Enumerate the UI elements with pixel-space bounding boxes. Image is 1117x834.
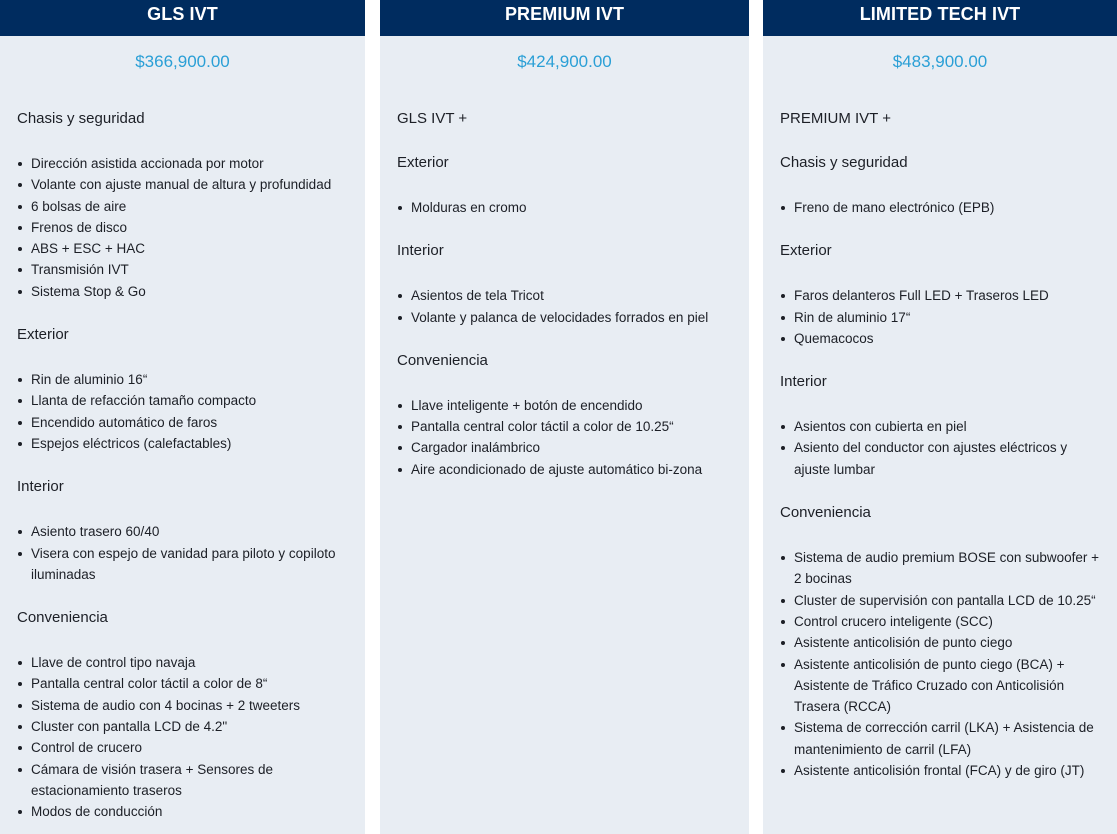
list-item: Sistema de corrección carril (LKA) + Asistencia de mantenimiento de carril (LFA) xyxy=(780,717,1100,760)
trim-header xyxy=(763,0,1117,36)
list-item: Cluster de supervisión con pantalla LCD de 10.25“ xyxy=(780,590,1100,611)
section-title: Interior xyxy=(780,373,827,391)
section-title: Exterior xyxy=(780,242,832,260)
trim-price: $483,900.00 xyxy=(892,52,988,71)
list-item: Modos de conducción xyxy=(17,801,348,822)
feature-bullet-list xyxy=(780,416,1100,480)
list-item: Asiento del conductor con ajustes eléctricos y ajuste lumbar xyxy=(780,437,1100,480)
list-item: Transmisión IVT xyxy=(17,259,348,280)
list-item: Frenos de disco xyxy=(17,217,348,238)
list-item: Pantalla central color táctil a color de 8“ xyxy=(17,673,348,694)
base-trim-label: GLS IVT + xyxy=(397,110,468,127)
feature-bullet-list xyxy=(780,547,1100,781)
section-title: Exterior xyxy=(17,326,69,344)
trim-column-gls-ivt xyxy=(0,0,365,834)
list-item: Cámara de visión trasera + Sensores de estacionamiento traseros xyxy=(17,759,348,802)
list-item: Sistema de audio premium BOSE con subwoofer + 2 bocinas xyxy=(780,547,1100,590)
feature-bullet-list xyxy=(17,369,348,454)
list-item: Llave de control tipo navaja xyxy=(17,652,348,673)
list-item: Asiento trasero 60/40 xyxy=(17,521,348,542)
feature-bullet-list xyxy=(17,153,348,302)
section-title: Chasis y seguridad xyxy=(17,110,145,127)
feature-list xyxy=(763,109,1117,781)
list-item: Sistema de audio con 4 bocinas + 2 tweeters xyxy=(17,695,348,716)
list-item: Rin de aluminio 16“ xyxy=(17,369,348,390)
list-item: Volante y palanca de velocidades forrados en piel xyxy=(397,307,732,328)
trim-column-limited-tech-ivt xyxy=(763,0,1117,834)
list-item: Llave inteligente + botón de encendido xyxy=(397,395,732,416)
trim-name: LIMITED TECH IVT xyxy=(859,3,1021,24)
list-item: Volante con ajuste manual de altura y profundidad xyxy=(17,174,348,195)
trim-name: GLS IVT xyxy=(147,3,218,24)
base-trim-label: PREMIUM IVT + xyxy=(780,110,891,127)
section-title: Conveniencia xyxy=(780,504,871,522)
list-item: Asistente anticolisión frontal (FCA) y de giro (JT) xyxy=(780,760,1100,781)
list-item: ABS + ESC + HAC xyxy=(17,238,348,259)
section-title: Exterior xyxy=(397,154,449,171)
list-item: Sistema Stop & Go xyxy=(17,281,348,302)
list-item: 6 bolsas de aire xyxy=(17,196,348,217)
list-item: Llanta de refacción tamaño compacto xyxy=(17,390,348,411)
feature-list xyxy=(380,109,749,480)
list-item: Faros delanteros Full LED + Traseros LED xyxy=(780,285,1100,306)
feature-bullet-list xyxy=(17,652,348,822)
list-item: Cargador inalámbrico xyxy=(397,437,732,458)
list-item: Asientos con cubierta en piel xyxy=(780,416,1100,437)
list-item: Aire acondicionado de ajuste automático bi-zona xyxy=(397,459,732,480)
list-item: Rin de aluminio 17“ xyxy=(780,307,1100,328)
section-title: Chasis y seguridad xyxy=(780,154,908,171)
list-item: Cluster con pantalla LCD de 4.2" xyxy=(17,716,348,737)
section-title: Conveniencia xyxy=(397,351,488,369)
list-item: Asientos de tela Tricot xyxy=(397,285,732,306)
list-item: Visera con espejo de vanidad para piloto y copiloto iluminadas xyxy=(17,543,348,586)
list-item: Dirección asistida accionada por motor xyxy=(17,153,348,174)
feature-bullet-list xyxy=(397,197,732,218)
list-item: Control de crucero xyxy=(17,737,348,758)
list-item: Asistente anticolisión de punto ciego (BCA) + Asistente de Tráfico Cruzado con Anticolisión Trasera (RCCA) xyxy=(780,654,1100,718)
feature-bullet-list xyxy=(780,197,1100,218)
section-title: Interior xyxy=(17,478,64,496)
list-item: Quemacocos xyxy=(780,328,1100,349)
trim-header xyxy=(0,0,365,36)
trim-price: $366,900.00 xyxy=(135,52,230,71)
section-title: Conveniencia xyxy=(17,609,108,627)
feature-bullet-list xyxy=(780,285,1100,349)
list-item: Molduras en cromo xyxy=(397,197,732,218)
list-item: Freno de mano electrónico (EPB) xyxy=(780,197,1100,218)
feature-bullet-list xyxy=(397,395,732,480)
trim-header xyxy=(380,0,749,36)
trim-name: PREMIUM IVT xyxy=(504,3,625,24)
trim-price: $424,900.00 xyxy=(517,52,612,71)
list-item: Asistente anticolisión de punto ciego xyxy=(780,632,1100,653)
feature-bullet-list xyxy=(397,285,732,328)
list-item: Espejos eléctricos (calefactables) xyxy=(17,433,348,454)
list-item: Pantalla central color táctil a color de 10.25“ xyxy=(397,416,732,437)
list-item: Control crucero inteligente (SCC) xyxy=(780,611,1100,632)
feature-list xyxy=(0,109,365,823)
feature-bullet-list xyxy=(17,521,348,585)
trim-column-premium-ivt xyxy=(380,0,749,834)
list-item: Encendido automático de faros xyxy=(17,412,348,433)
section-title: Interior xyxy=(397,242,444,260)
